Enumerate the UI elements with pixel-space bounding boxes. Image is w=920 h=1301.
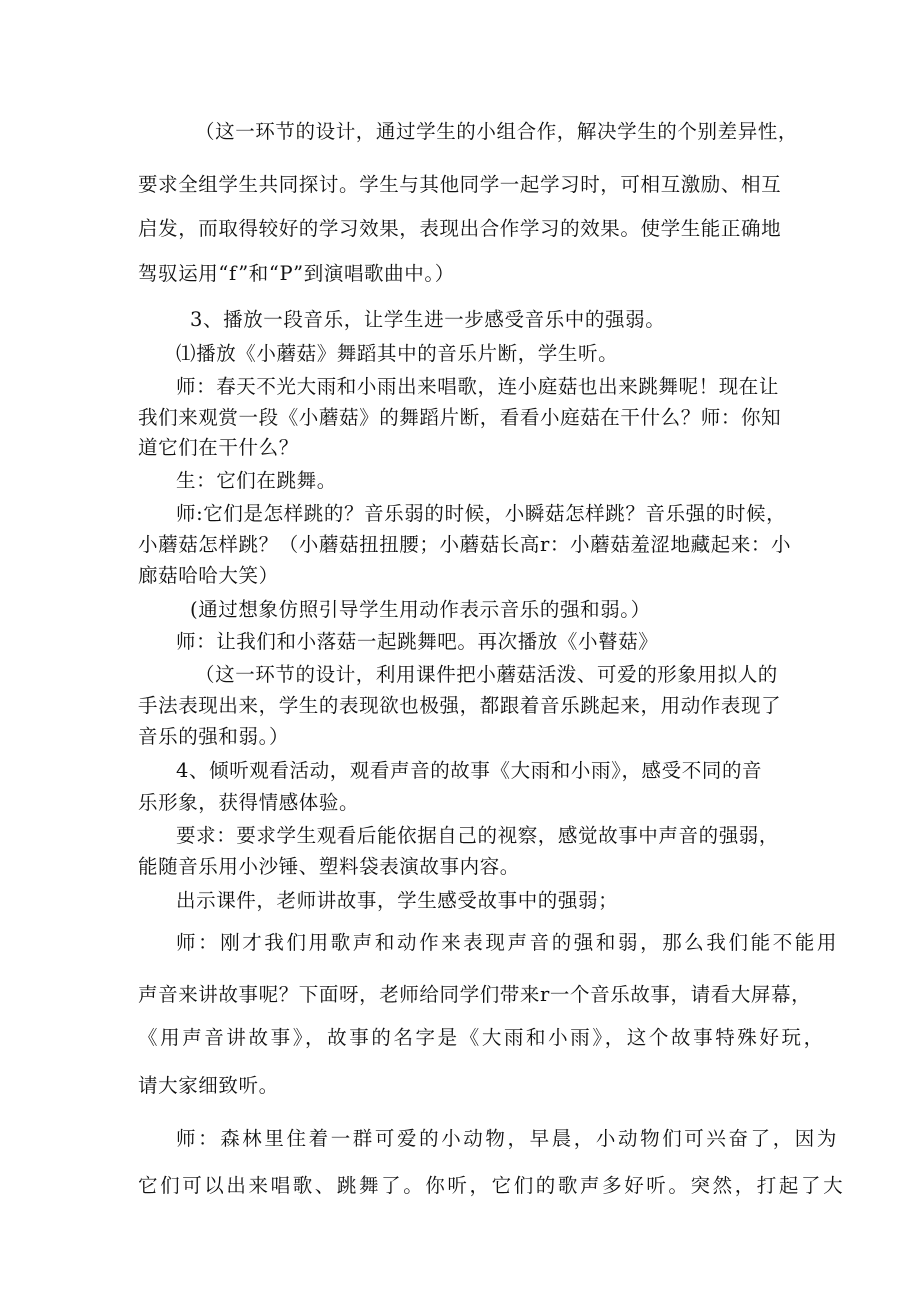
text-line: 道它们在干什么？ <box>138 436 299 459</box>
text-line: 声音来讲故事呢？下面呀，老师给同学们带来r一个音乐故事，请看大屏幕， <box>138 983 812 1006</box>
text-line: 师：刚才我们用歌声和动作来表现声音的强和弱，那么我们能不能用 <box>176 931 840 954</box>
text-line: 师：春天不光大雨和小雨出来唱歌，连小庭菇也出来跳舞呢！现在让 <box>176 375 780 398</box>
text-line: 能随音乐用小沙锤、塑料袋表演故事内容。 <box>138 855 520 878</box>
text-line: ⑴播放《小蘑菇》舞蹈其中的音乐片断，学生听。 <box>176 342 619 365</box>
text-line: 师：让我们和小落菇一起跳舞吧。再次播放《小瞽菇》 <box>176 630 659 653</box>
text-line: 音乐的强和弱。） <box>138 725 290 748</box>
text-line: 要求：要求学生观看后能依据自己的视察，感觉故事中声音的强弱， <box>176 824 780 847</box>
text-line: 乐形象，获得情感体验。 <box>138 791 360 814</box>
text-line: 师:它们是怎样跳的？音乐弱的时候，小瞬菇怎样跳？音乐强的时候， <box>176 502 787 525</box>
text-line: 《用声音讲故事》，故事的名字是《大雨和小雨》，这个故事特殊好玩， <box>138 1026 826 1049</box>
text-line: 我们来观赏一段《小蘑菇》的舞蹈片断，看看小庭菇在干什么？师：你知 <box>138 406 782 429</box>
section-heading: 3、播放一段音乐，让学生进一步感受音乐中的强弱。 <box>190 308 666 331</box>
text-line: 出示课件，老师讲故事，学生感受故事中的强弱； <box>176 889 619 912</box>
text-line: 要求全组学生共同探讨。学生与其他同学一起学习时，可相互激励、相互 <box>138 173 782 196</box>
text-line: 驾驭运用“f”和“P”到演唱歌曲中。） <box>138 262 455 285</box>
text-line: （这一环节的设计，通过学生的小组合作，解决学生的个别差异性， <box>195 120 799 143</box>
text-line: 小蘑菇怎样跳？（小蘑菇扭扭腰；小蘑菇长高r：小蘑菇羞涩地藏起来：小 <box>138 533 792 556</box>
text-line: 生：它们在跳舞。 <box>176 469 337 492</box>
text-line: 师：森林里住着一群可爱的小动物，早晨，小动物们可兴奋了，因为 <box>176 1127 840 1150</box>
section-heading: 4、倾听观看活动，观看声音的故事《大雨和小雨》，感受不同的音 <box>176 759 763 782</box>
text-line: 廊菇哈哈大笑） <box>138 564 279 587</box>
text-line: （这一环节的设计，利用课件把小蘑菇活泼、可爱的形象用拟人的 <box>195 663 778 686</box>
text-line: 手法表现出来，学生的表现欲也极强，都跟着音乐跳起来，用动作表现了 <box>138 694 782 717</box>
text-line: (通过想象仿照引导学生用动作表示音乐的强和弱。） <box>190 598 651 621</box>
text-line: 它们可以出来唱歌、跳舞了。你听，它们的歌声多好听。突然，打起了大 <box>138 1174 846 1197</box>
text-line: 请大家细致听。 <box>138 1074 279 1097</box>
text-line: 启发，而取得较好的学习效果，表现出合作学习的效果。使学生能正确地 <box>138 217 782 240</box>
